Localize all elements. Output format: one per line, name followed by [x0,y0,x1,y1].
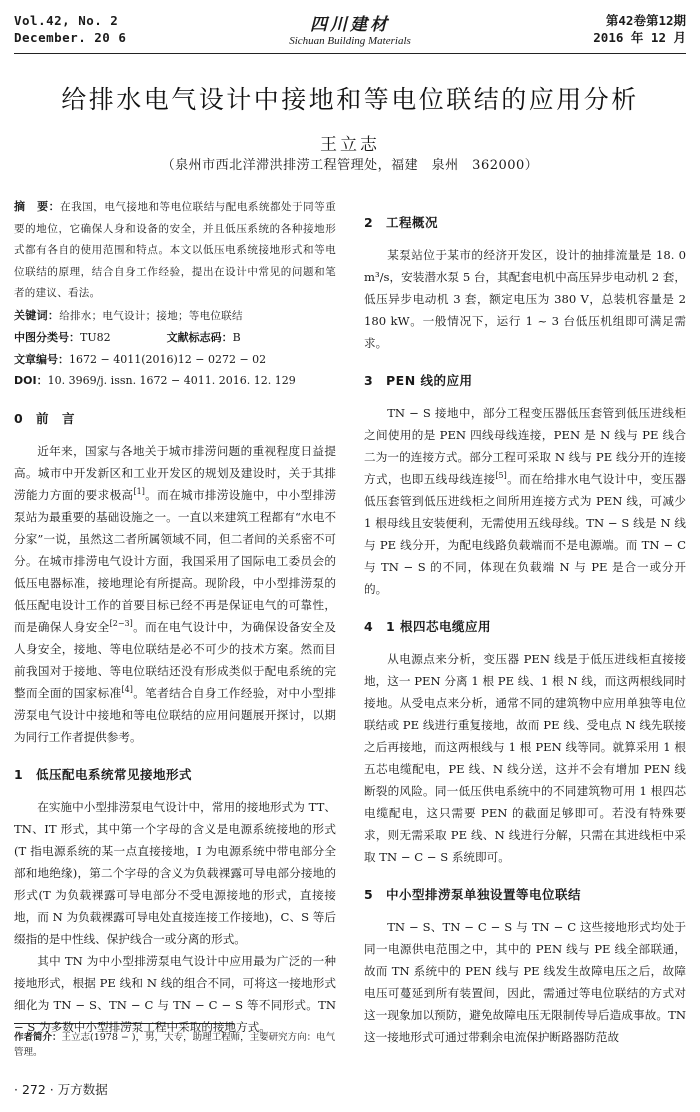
section-4-paragraph: 从电源点来分析，变压器 PEN 线是于低压进线柜直接接地，这一 PEN 分离 1 根 PE 线、1 根 N 线，而这两根线同时接地。从受电点来分析，通常不同的建筑物中应用单独等电位联结或 PE 线进行重复接地，故而 PE 线、受电点 N 线先联接之后再接地，而这两根线与 1 根 PEN 线等同。就算采用 1 根五芯电缆配电，PE 线、N 线分送，这并不会有增加 PEN 线断裂的风险。同一低压供电系统中的不同建筑物可用 1 根四芯电缆配电，这只需要 PEN 的截面足够即可。若没有特殊要求，则无需采取 PE 线、N 线进行分解，只需在其进线柜中采取 TN − C − S 系统即可。 [364,652,686,864]
journal-name-en: Sichuan Building Materials [289,35,411,47]
footnote-label: 作者简介： [14,1032,62,1043]
article-author: 王立志 [320,135,380,155]
section-3-paragraph: TN − S 接地中，部分工程变压器低压套管到低压进线柜之间使用的是 PEN 四线母线连接，PEN 是 N 线与 PE 线合二为一的连接方式。部分工程可采取 N 线与 PE 线分开的连接方式，也即五线母线连接[5]。而在给排水电气设计中，变压器低压套管到低压进线柜之间所用连接方式为 PEN 线，可减少 1 根母线且安装便利，无需使用五线母线。TN − S 线是 N 线与 PE 线分开，为配电线路负载端而不是电源端。而 TN − C 与 TN − S 的不同，体现在负载端 N 与 PE 是合一或分开的。 [364,406,686,596]
article-title: 给排水电气设计中接地和等电位联结的应用分析 [61,85,639,114]
issue-date-cn: 2016 年 12 月 [593,30,686,45]
article-no-label: 文章编号： [14,352,69,366]
section-0-paragraph: 近年来，国家与各地关于城市排涝问题的重视程度日益提高。城市中开发新区和工业开发区的规划及建设时，关于其排涝能力方面的要求极高[1]。而在城市排涝设施中，中小型排涝泵站为最重要的基础设施之一。一直以来建筑工程都有“水电不分家”一说，虽然这二者所属领域不同，但二者间的关系密不可分。在城市排涝电气设计方面，我国采用了国际电工委员会的低压电器标准，接地理论有所提高。现阶段，中小型排涝泵的低压配电设计工作的首要目标已经不再是保证电气的可靠性，而是确保人身安全[2−3]。而在电气设计中，为确保设备安全及人身安全，接地、等电位联结是必不可少的技术方案。然而目前我国对于接地、等电位联结还没有形成类似于配电系统的完整而全面的国家标准[4]。笔者结合自身工作经验，对中小型排涝泵电气设计中接地和等电位联结的应用问题展开探讨，以期为同行工作者提供参考。 [14,443,336,744]
keywords-text: 给排水；电气设计；接地；等电位联结 [59,309,243,322]
footnote-text: 王立志(1978 − )，男，大专，助理工程师，主要研究方向：电气管理。 [14,1032,336,1058]
journal-logo-cn: 四川建材 [310,15,390,35]
classification-row [14,327,336,349]
section-heading-3: 3 PEN 线的应用 [364,373,473,388]
volume-issue: Vol.42, No. 2 [14,13,119,28]
author-affiliation: （泉州市西北洋滞洪排涝工程管理处，福建 泉州 362000） [161,158,539,173]
clc-value: TU82 [80,331,111,344]
citation: [1] [133,486,145,496]
doi [14,370,336,392]
watermark: 万方数据 [57,1082,108,1097]
abstract [14,196,336,305]
author-footnote [14,1030,336,1060]
section-2-paragraph: 某泵站位于某市的经济开发区，设计的抽排流量是 18. 0 m³/s，安装潜水泵 5 台，其配套电机中高压异步电动机 2 套，低压异步电动机 3 套，额定电压为 380 V，总装机容量是 2 180 kW。一般情况下，运行 1 ~ 3 台低压机组即可满足需求。 [364,248,686,350]
citation: [2−3] [109,618,133,628]
abstract-text: 在我国，电气接地和等电位联结与配电系统都处于同等重要的地位，它确保人身和设备的安全，并且低压系统的各种接地形式都有各自的使用范围和特点。本文以低压电系统接地形式和等电位联结的原理，结合自身工作经验，提出在设计中常见的问题和笔者的建议、看法。 [14,201,336,299]
doi-label: DOI： [14,374,48,387]
doc-code-label: 文献标志码： [166,331,233,344]
left-column [14,196,336,1038]
section-heading-0: 0 前 言 [14,410,76,426]
volume-issue-cn: 第42卷第12期 [605,13,686,28]
clc-label: 中图分类号： [14,331,80,344]
header-rule [14,53,686,54]
doc-code-value: B [232,331,241,344]
section-1-paragraph-1: 在实施中小型排涝泵电气设计中，常用的接地形式为 TT、TN、IT 形式，其中第一个字母的含义是电源系统接地的形式(T 指电源系统的某一点直接接地，I 为电源系统中带电部分全部和地绝缘)，第二个字母的含义为负载裸露可导电部分接地的形式(T 为负载裸露可导电部分不受电源接地的形式，直接接地，而 N 为负载裸露可导电处直接连接工作接地)，C、S 等后缀指的是中性线、保护线合一或分离的形式。 [14,799,336,946]
section-1-paragraph-2: 其中 TN 为中小型排涝泵电气设计中应用最为广泛的一种接地形式，根据 PE 线和 N 线的组合不同，可将这一接地形式细化为 TN − S、TN − C 与 TN − C − S 等不同形式。TN − S 为多数中小型排涝泵工程中采取的接地方式。 [14,953,336,1034]
keywords-label: 关键词： [14,308,60,322]
article-number [14,349,336,371]
section-heading-1: 1 低压配电系统常见接地形式 [14,766,193,782]
issue-date: December. 20 6 [14,30,127,45]
journal-header [0,0,700,55]
footnote-rule [14,1023,234,1024]
page-number: · 272 · 万方数据 [14,1082,108,1097]
section-heading-5: 5 中小型排涝泵单独设置等电位联结 [364,887,582,902]
right-column [364,196,686,1048]
section-heading-2: 2 工程概况 [364,215,439,230]
citation: [5] [495,471,507,481]
section-heading-4: 4 1 根四芯电缆应用 [364,619,492,634]
header-right [593,12,686,46]
article-no-value: 1672 − 4011(2016)12 − 0272 − 02 [69,352,267,366]
abstract-label: 摘 要： [14,200,61,213]
section-5-paragraph: TN − S、TN − C − S 与 TN − C 这些接地形式均处于同一电源供电范围之中，其中的 PEN 线与 PE 线全部联通，故而 TN 系统中的 PEN 线与 PE 线发生故障电压之后，故障电压可蔓延到所有装置间，因此，需通过等电位联结的方式对这一现象加以预防，避免故障电压无限制传导后造成事故。TN 这一接地形式可通过带剩余电流保护断路器防范故 [364,920,686,1044]
citation: [4] [121,684,133,694]
doi-value: 10. 3969/j. issn. 1672 − 4011. 2016. 12. 129 [47,374,296,387]
keywords [14,305,336,328]
